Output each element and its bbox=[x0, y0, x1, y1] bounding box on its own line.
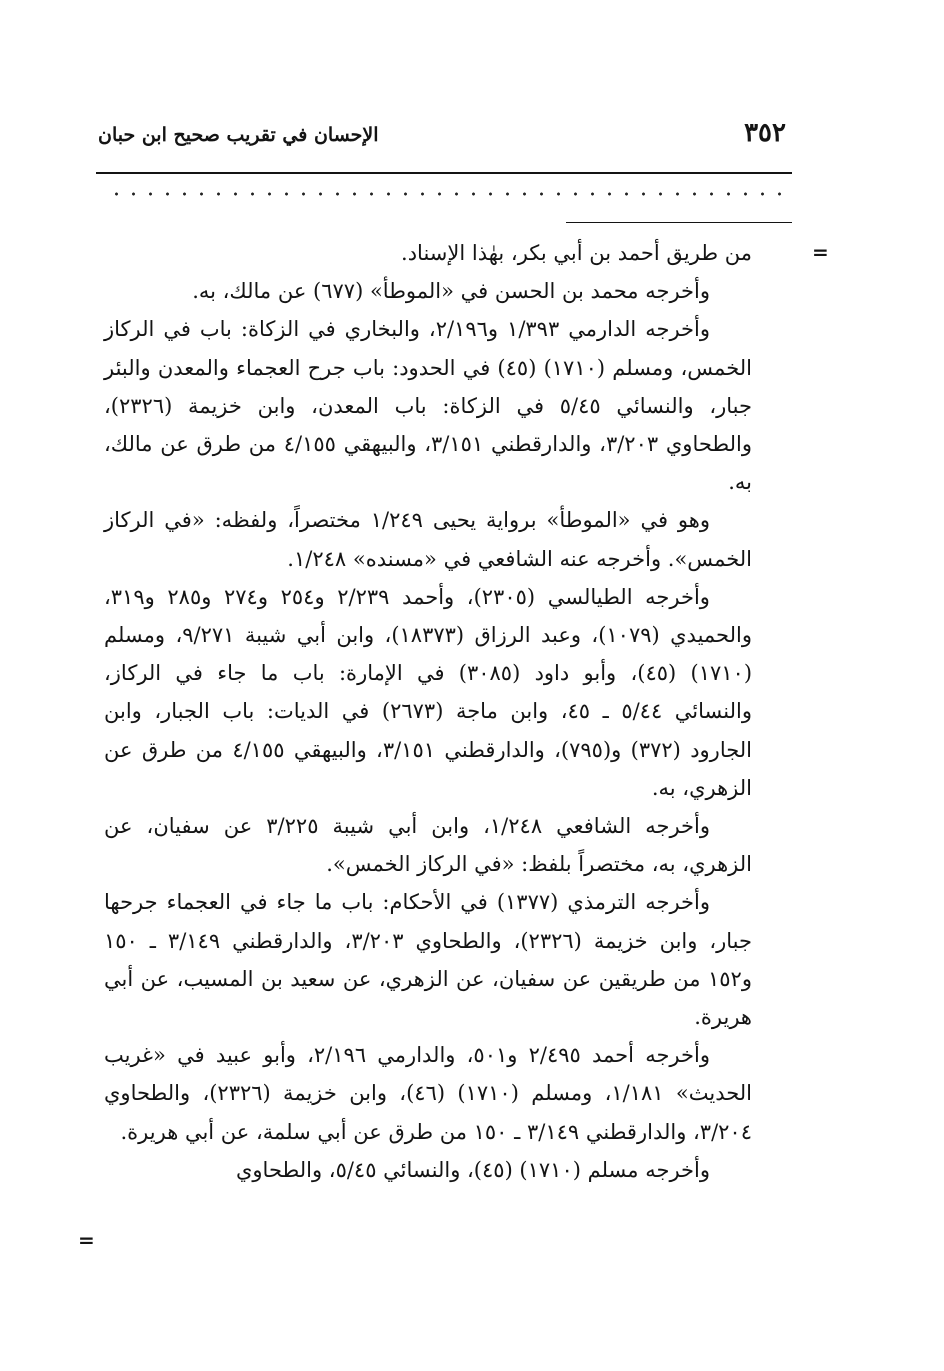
paragraph: وأخرجه الطيالسي (٢٣٠٥)، وأحمد ٢/٢٣٩ و٢٥٤ و٢٧٤ و٢٨٥ و٣١٩، والحميدي (١٠٧٩)، وعبد الرزاق (١٨٣٧٣)، وابن أبي شيبة ٩/٢٧١، ومسلم (١٧١٠) (٤٥)، وأبو داود (٣٠٨٥) في الإمارة: باب ما جاء في الركاز، والنسائي ٥/٤٤ ـ ٤٥، وابن ماجة (٢٦٧٣) في الديات: باب الجبار، وابن الجارود (٣٧٢) و(٧٩٥)، والدارقطني ٣/١٥١، والبيهقي ٤/١٥٥ من طرق عن الزهري، به. bbox=[104, 584, 753, 800]
footnote-separator-rule bbox=[566, 222, 792, 223]
footnote-body bbox=[104, 234, 752, 1189]
header-rule bbox=[96, 172, 792, 174]
paragraph: وأخرجه الدارمي ١/٣٩٣ و٢/١٩٦، والبخاري في الزكاة: باب في الركاز الخمس، ومسلم (١٧١٠) (٤٥) في الحدود: باب جرح العجماء والمعدن والبئر جبار، والنسائي ٥/٤٥ في الزكاة: باب المعدن، وابن خزيمة (٢٣٢٦)، والطحاوي ٣/٢٠٣، والدارقطني ٣/١٥١، والبيهقي ٤/١٥٥ من طرق عن مالك، به. bbox=[104, 317, 752, 495]
dot-leader-divider bbox=[108, 190, 790, 198]
paragraph: وأخرجه أحمد ٢/٤٩٥ و٥٠١، والدارمي ٢/١٩٦، وأبو عبيد في «غريب الحديث» ١/١٨١، ومسلم (١٧١٠) (٤٦)، وابن خزيمة (٢٣٢٦)، والطحاوي ٣/٢٠٤، والدارقطني ٣/١٤٩ ـ ١٥٠ من طرق عن أبي سلمة، عن أبي هريرة. bbox=[104, 1043, 753, 1144]
page-header bbox=[96, 118, 796, 162]
continuation-mark-bottom: = bbox=[78, 1228, 95, 1252]
running-title: الإحسان في تقريب صحيح ابن حبان bbox=[98, 124, 379, 146]
paragraph: وأخرجه محمد بن الحسن في «الموطأ» (٦٧٧) عن مالك، به. bbox=[192, 279, 710, 304]
continuation-mark-top: = bbox=[812, 240, 829, 264]
page-number: ٣٥٢ bbox=[744, 118, 786, 148]
paragraph: وأخرجه الترمذي (١٣٧٧) في الأحكام: باب ما جاء في العجماء جرحها جبار، وابن خزيمة (٢٣٢٦)، والطحاوي ٣/٢٠٣، والدارقطني ٣/١٤٩ ـ ١٥٠ و١٥٢ من طريقين عن سفيان، عن الزهري، عن سعيد بن المسيب، عن أبي هريرة. bbox=[104, 890, 752, 1030]
paragraph: وأخرجه الشافعي ١/٢٤٨، وابن أبي شيبة ٣/٢٢٥ عن سفيان، عن الزهري، به، مختصراً بلفظ: «في الركاز الخمس». bbox=[104, 814, 752, 877]
paragraph-continuation: من طريق أحمد بن أبي بكر، بهٰذا الإسناد. bbox=[401, 241, 752, 265]
paragraph: وهو في «الموطأ» برواية يحيى ١/٢٤٩ مختصراً، ولفظه: «في الركاز الخمس». وأخرجه عنه الشافعي في «مسنده» ١/٢٤٨. bbox=[104, 508, 752, 571]
paragraph-continued: وأخرجه مسلم (١٧١٠) (٤٥)، والنسائي ٥/٤٥، والطحاوي bbox=[235, 1157, 710, 1182]
